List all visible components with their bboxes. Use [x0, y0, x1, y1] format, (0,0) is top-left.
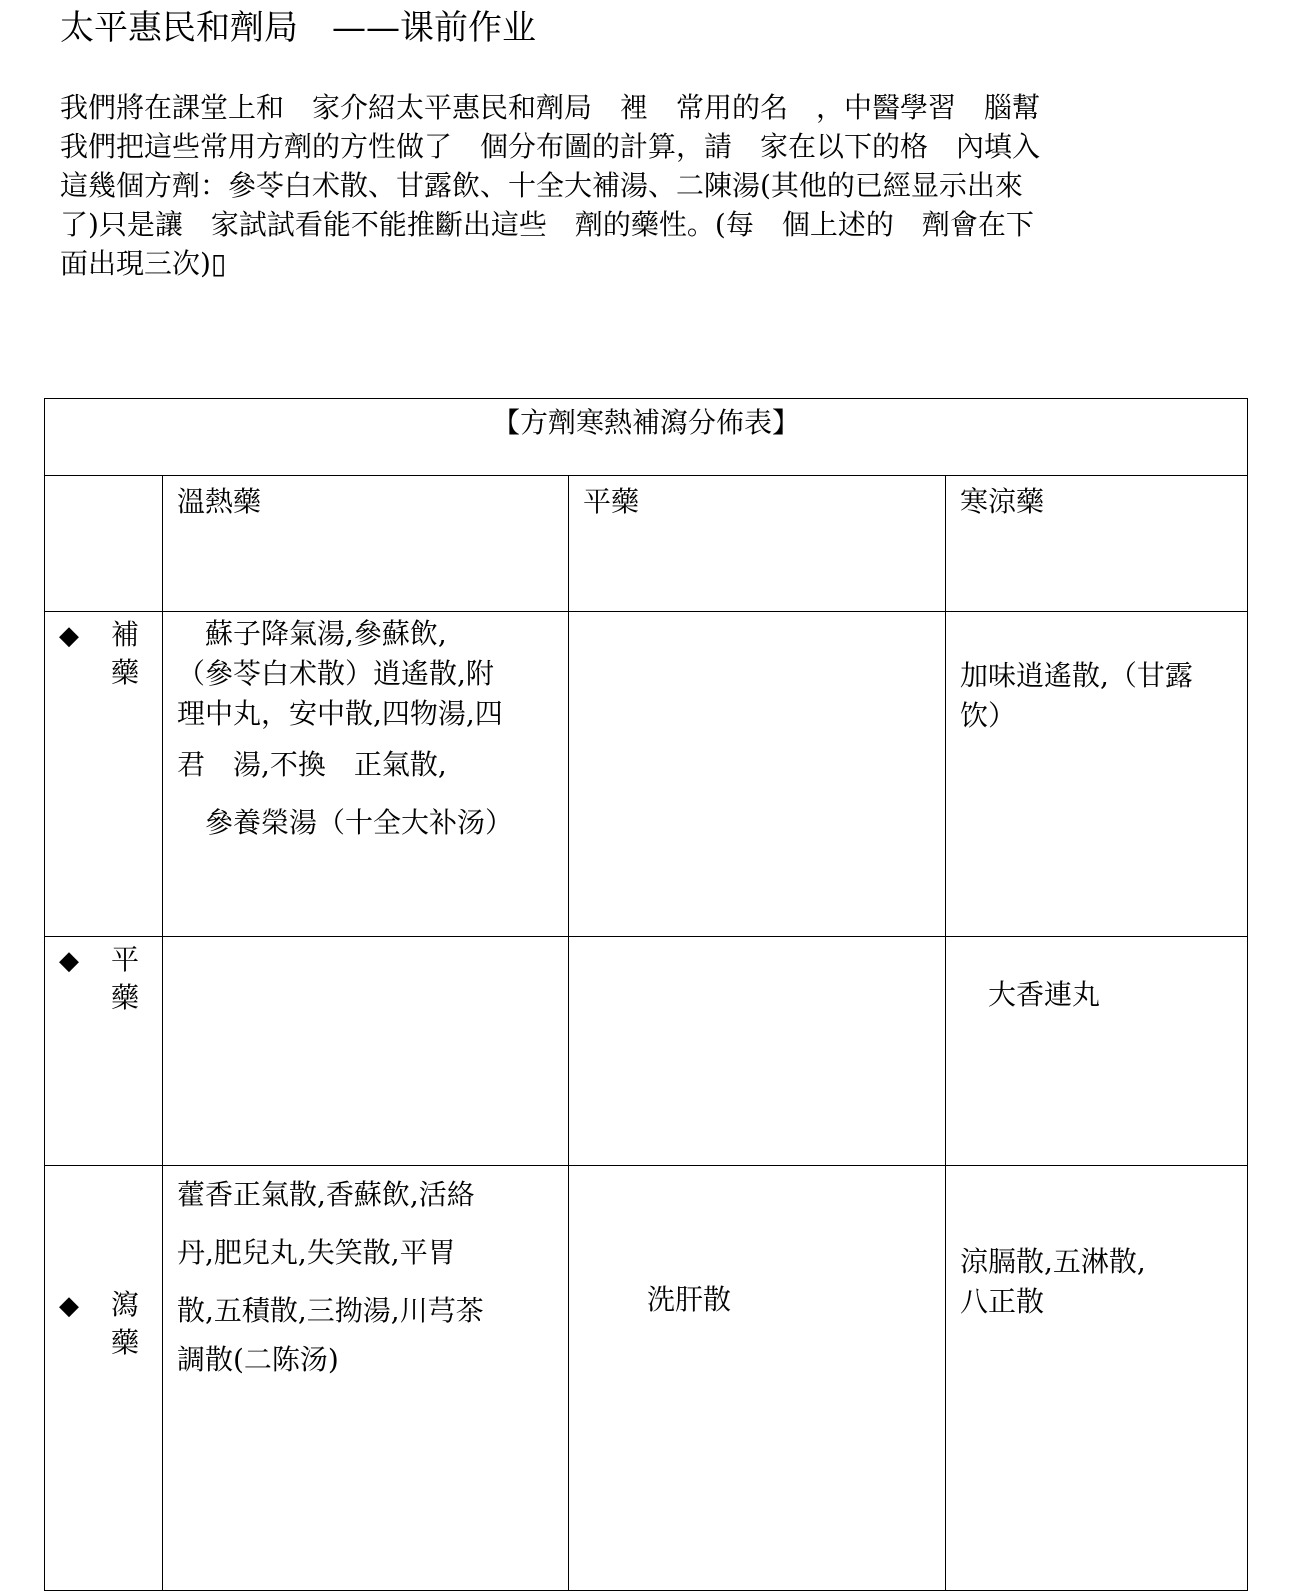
header-cold: 寒涼藥 [960, 485, 1045, 518]
intro-line: 面出現三次)▯ [60, 247, 227, 280]
table-row-tonic [45, 612, 1248, 937]
cell-line: 理中丸，安中散,四物湯,四 [177, 697, 503, 730]
cell-tonic-neutral [569, 612, 946, 937]
cell-line: 饮） [960, 699, 1017, 732]
cell-line: 洗肝散 [647, 1283, 732, 1316]
row-label-cell [45, 612, 163, 937]
cell-line: 散,五積散,三拗湯,川芎茶 [177, 1294, 484, 1327]
cell-line: 大香連丸 [960, 978, 1101, 1011]
cell-line: 涼膈散,五淋散, [960, 1245, 1146, 1278]
cell-line: 君 湯,不換 正氣散, [177, 748, 447, 781]
cell-line: 加味逍遙散,（甘露 [960, 659, 1193, 692]
table-row-purge [45, 1166, 1248, 1591]
cell-purge-cold [946, 1166, 1248, 1591]
cell-neutral-warm [163, 937, 569, 1166]
intro-line: 這幾個方劑：參苓白术散、甘露飲、十全大補湯、二陳湯(其他的已經显示出來 [60, 169, 1023, 202]
intro-paragraph [60, 88, 1040, 283]
cell-line: 丹,肥兒丸,失笑散,平胃 [177, 1236, 456, 1269]
table-caption-cell [45, 399, 1248, 476]
table-caption: 【方劑寒熱補瀉分佈表】 [492, 406, 801, 439]
cell-purge-warm [163, 1166, 569, 1591]
cell-line: 蘇子降氣湯,參蘇飲, [177, 617, 447, 650]
intro-line: 我們將在課堂上和 家介紹太平惠民和劑局 裡 常用的名 ，中醫學習 腦幫 [60, 91, 1041, 124]
cell-tonic-cold [946, 612, 1248, 937]
row-label: 瀉藥 [111, 1288, 140, 1359]
diamond-bullet: ◆ [59, 1291, 79, 1321]
cell-line: 調散(二陈汤) [177, 1343, 339, 1376]
cell-neutral-cold [946, 937, 1248, 1166]
diamond-bullet: ◆ [59, 946, 79, 976]
corner-cell [45, 476, 163, 612]
header-neutral: 平藥 [583, 485, 640, 518]
cell-neutral-neutral [569, 937, 946, 1166]
header-neutral-cell [569, 476, 946, 612]
formula-distribution-table [44, 398, 1248, 1591]
cell-purge-neutral [569, 1166, 946, 1591]
table-row-neutral [45, 937, 1248, 1166]
intro-line: 我們把這些常用方劑的方性做了 個分布圖的計算，請 家在以下的格 內填入 [60, 130, 1041, 163]
column-header-row [45, 476, 1248, 612]
header-warm: 溫熱藥 [177, 485, 262, 518]
diamond-bullet: ◆ [59, 621, 79, 651]
header-cold-cell [946, 476, 1248, 612]
cell-line: 八正散 [960, 1285, 1045, 1318]
row-label: 平藥 [111, 943, 140, 1014]
intro-line: 了)只是讓 家試試看能不能推斷出這些 劑的藥性。(每 個上述的 劑會在下 [60, 208, 1034, 241]
row-label-cell [45, 937, 163, 1166]
cell-line: 參養榮湯（十全大补汤） [177, 806, 514, 839]
cell-line: （參苓白术散）逍遙散,附 [177, 657, 494, 690]
row-label: 補藥 [111, 618, 140, 689]
cell-line: 藿香正氣散,香蘇飲,活絡 [177, 1178, 475, 1211]
cell-tonic-warm [163, 612, 569, 937]
page-title: 太平惠民和劑局 ——课前作业 [60, 8, 536, 48]
header-warm-cell [163, 476, 569, 612]
row-label-cell [45, 1166, 163, 1591]
